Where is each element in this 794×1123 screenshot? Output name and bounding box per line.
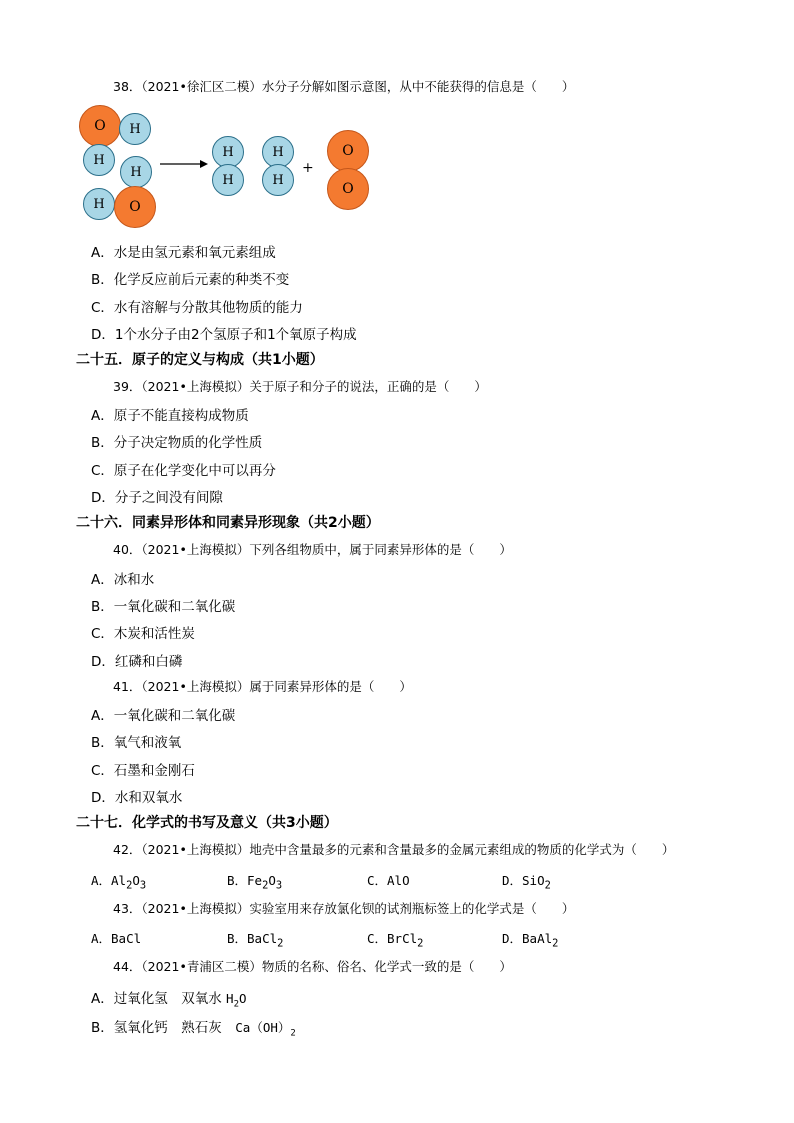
- q40-option-b: B．一氧化碳和二氧化碳: [91, 599, 236, 615]
- q42-option-d: D．SiO$_2$: [502, 873, 551, 892]
- q43-option-b: B．BaCl$_2$: [227, 931, 284, 950]
- hydrogen-atom: H: [83, 144, 115, 176]
- question-39-stem: 39．（2021•上海模拟）关于原子和分子的说法，正确的是（ ）: [113, 379, 487, 394]
- reaction-arrow-icon: [160, 158, 208, 170]
- oxygen-atom: O: [114, 186, 156, 228]
- q41-option-a: A．一氧化碳和二氧化碳: [91, 708, 236, 724]
- oxygen-atom: O: [327, 168, 369, 210]
- hydrogen-atom: H: [262, 164, 294, 196]
- question-40-stem: 40．（2021•上海模拟）下列各组物质中，属于同素异形体的是（ ）: [113, 542, 512, 557]
- hydrogen-atom: H: [212, 164, 244, 196]
- plus-sign: +: [302, 160, 314, 176]
- q38-option-a: A．水是由氢元素和氧元素组成: [91, 245, 276, 261]
- q41-option-d: D．水和双氧水: [91, 790, 183, 806]
- q42-option-a: A．$Al_2O_3$: [91, 873, 147, 892]
- q42-option-c: C．AlO: [367, 873, 410, 888]
- q38-option-b: B．化学反应前后元素的种类不变: [91, 272, 290, 288]
- q40-option-a: A．冰和水: [91, 572, 155, 588]
- q41-option-c: C．石墨和金刚石: [91, 763, 195, 779]
- oxygen-atom: O: [79, 105, 121, 147]
- q43-option-d: D．BaAl$_2$: [502, 931, 559, 950]
- question-41-stem: 41．（2021•上海模拟）属于同素异形体的是（ ）: [113, 679, 412, 694]
- q40-option-c: C．木炭和活性炭: [91, 626, 195, 642]
- hydrogen-atom: H: [262, 136, 294, 168]
- q44-option-a: A．过氧化氢 双氧水 $H_2O$: [91, 991, 247, 1010]
- q41-option-b: B．氧气和液氧: [91, 735, 182, 751]
- section-heading-26: 二十六．同素异形体和同素异形现象（共2小题）: [76, 515, 380, 531]
- q43-option-a: A．BaCl: [91, 931, 142, 946]
- q39-option-a: A．原子不能直接构成物质: [91, 408, 249, 424]
- oxygen-atom: O: [327, 130, 369, 172]
- q39-option-d: D．分子之间没有间隙: [91, 490, 223, 506]
- q44-option-b: B．氢氧化钙 熟石灰 $Ca(OH)_2$: [91, 1020, 296, 1039]
- q43-option-c: C．BrCl$_2$: [367, 931, 424, 950]
- question-42-stem: 42．（2021•上海模拟）地壳中含量最多的元素和含量最多的金属元素组成的物质的化学式为（ ）: [113, 842, 675, 857]
- water-decomposition-diagram: [76, 102, 376, 230]
- hydrogen-atom: H: [83, 188, 115, 220]
- section-heading-25: 二十五．原子的定义与构成（共1小题）: [76, 352, 324, 368]
- question-38-stem: 38．（2021•徐汇区二模）水分子分解如图示意图，从中不能获得的信息是（ ）: [113, 79, 575, 94]
- hydrogen-atom: H: [120, 156, 152, 188]
- q39-option-c: C．原子在化学变化中可以再分: [91, 463, 276, 479]
- q42-option-b: B．$Fe_2O_3$: [227, 873, 283, 892]
- hydrogen-atom: H: [119, 113, 151, 145]
- q39-option-b: B．分子决定物质的化学性质: [91, 435, 263, 451]
- q38-option-d: D．1个水分子由2个氢原子和1个氧原子构成: [91, 327, 357, 343]
- question-44-stem: 44．（2021•青浦区二模）物质的名称、俗名、化学式一致的是（ ）: [113, 959, 512, 974]
- hydrogen-atom: H: [212, 136, 244, 168]
- q40-option-d: D．红磷和白磷: [91, 654, 183, 670]
- section-heading-27: 二十七．化学式的书写及意义（共3小题）: [76, 815, 338, 831]
- question-43-stem: 43．（2021•上海模拟）实验室用来存放氯化钡的试剂瓶标签上的化学式是（ ）: [113, 901, 575, 916]
- q38-option-c: C．水有溶解与分散其他物质的能力: [91, 300, 303, 316]
